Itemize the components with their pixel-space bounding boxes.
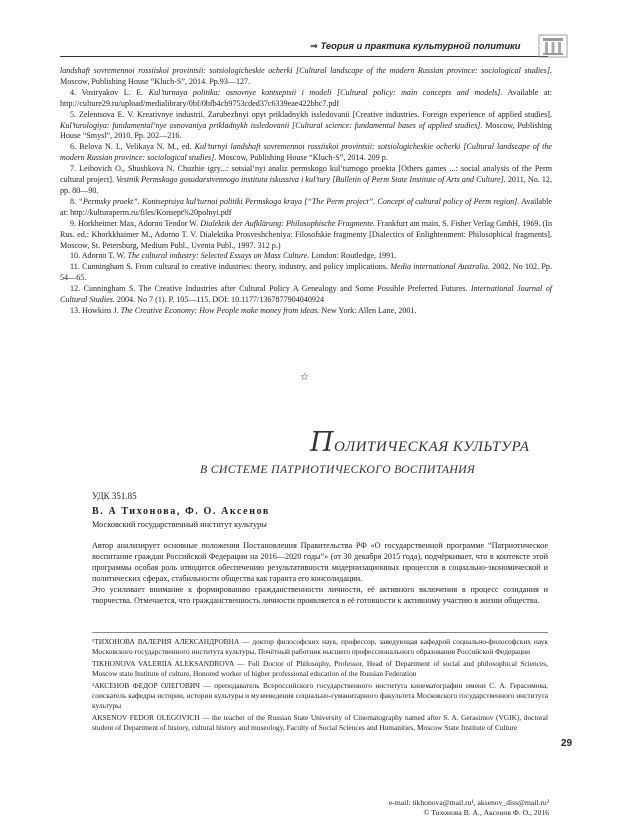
- reference-item: landshaft sovremennoi rossiiskoi provintsii: sotsiologicheskie ocherki [Cultural landscape of the modern Russian province: sociological studies]. Moscow, Publishing House “Kluch-S”, 2014. Pp.93—127.: [60, 66, 552, 86]
- abstract: [92, 541, 548, 606]
- title-rest: ОЛИТИЧЕСКАЯ КУЛЬТУРА: [334, 439, 530, 455]
- footnote-en: AKSENOV FEDOR OLEGOVICH — the teacher of the Russian State University of Cinematography named after S. A. Gerasimov (VGIK), doctoral student of Department of history, cultural history and museology, Faculty of Social Sciences and Humanities, Moscow State Institute of Culture: [92, 713, 548, 732]
- running-title: Теория и практика культурной политики: [320, 40, 521, 51]
- abstract-continuation: [92, 585, 548, 606]
- reference-item: 7. Leibovich O., Shushkova N. Chuzhie igry...: sotsial’nyi analiz permskogo kul’turnogo proekta [Others games ...: social analysis of the Perm cultural project]. Vestnik Permskogo gosudarstvennogo instituta iskusstva i kul’tury [Bulletin of Perm State Institute of Arts and Culture]. 2011, No. 12, pp. 80—90.: [60, 164, 552, 195]
- reference-list: [60, 66, 552, 317]
- footnote-ru: ¹ТИХОНОВА ВАЛЕРИЯ АЛЕКСАНДРОВНА — доктор философских наук, профессор, заведующая кафедрой социально-философских наук Московского государственного института культуры, Почётный работник высшего профессионального образования Российской Федерации: [92, 637, 548, 656]
- copyright: © Тихонова В. А., Аксенов Ф. О., 2016: [423, 808, 549, 817]
- reference-item: 13. Howkins J. The Creative Economy: How People make money from ideas. New York: Allen Lane, 2001.: [70, 305, 417, 315]
- reference-item: 8. “Permsky proekt”. Kontseptsiya kul’turnoi politiki Permskogo kraya [“The Perm project”. Concept of cultural policy of Perm region]. Available at: http://kulturaperm.ru/files/Konsept%20polnyi.pdf: [60, 196, 553, 217]
- arrow-icon: ⇒: [310, 40, 318, 51]
- reference-item: 12. Cunningham S. The Creative Industries after Cultural Policy A Genealogy and Some Possible Preferred Futures. International Journal of Cultural Studies. 2004. No 7 (1). P. 105—115. DOI: 10.1177/1367877904040924: [60, 284, 552, 305]
- article-subtitle: В СИСТЕМЕ ПАТРИОТИЧЕСКОГО ВОСПИТАНИЯ: [200, 462, 476, 476]
- article-title: [310, 427, 529, 458]
- abstract-paragraph: Это усиливает внимание к формированию гражданственности личности, её активного включения в процесс созидания и творчества. Отмечается, что гражданственность личности проявляется в её готовности к активному участию в жизни общества.: [92, 584, 548, 605]
- footnote-en: TIKHONOVA VALERIIA ALEKSANDROVA — Full Doctor of Philosophy, Professor, Head of Department of social and philosophical Sciences, Moscow state Institute of culture, Honored worker of higher professional education of the Russian Federation: [92, 659, 548, 678]
- abstract-paragraph: Автор анализирует основные положения Постановления Правительства РФ «О государственной программе “Патриотическое воспитание граждан Российской Федерации на 2016—2020 годы”» (от 30 декабря 2015 года), подчёркивает, что в контексте этой программы особая роль отводится обеспечению результативности модернизационных процессов в социально-экономической и политических сферах, стабильности общества как гаранта его консолидации.: [92, 541, 548, 583]
- title-initial: П: [310, 427, 335, 458]
- reference-item: 4. Vostryakov L. E. Kul’turnaya politika: osnovnye kontseptsii i modeli [Cultural policy: main concepts and models]. Available at: http://culture29.ru/upload/medialibrary/0bf/0bfb4cb9753cded37c6339eae422bbc7.pdf: [60, 87, 552, 108]
- page-number: 29: [561, 738, 573, 749]
- footnote-rule: [92, 632, 548, 633]
- reference-item: 11. Cunningham S. From cultural to creative industries: theory, industry, and policy implications. Media international Australia. 2002. No 102. Pp. 54—65.: [60, 262, 553, 283]
- reference-item: 6. Belova N. I., Velikaya N. M., ed. Kul’turnyi landshaft sovremennoi rossiiskoi provintsii: sotsiologicheskie ocherki [Cultural landscape of the modern Russian province: sociological studies]. Moscow, Publishing House “Kluch-S”, 2014. 209 p.: [60, 142, 552, 163]
- star-separator-icon: ☆: [300, 372, 309, 383]
- reference-item: 9. Horkheimer Max, Adorno Teodor W. Dialektik der Aufklärung: Philosophische Fragmente. Frankfurt am main, S. Fisher Verlag GmbH, 1969. (In Rus. ed.: Khorkkhaimer M., Adorno T. V. Dialektika Prosveshcheniya: Filosofskie fragmenty [Dialectics of Enlightenment: Philosophical fragments]. Moscow, St. Petersburg, Medium Publ., Uventa Publ., 1997. 312 p.): [60, 218, 552, 250]
- author-footnotes: [92, 637, 548, 732]
- authors: В. А Тихонова, Ф. О. Аксенов: [92, 506, 270, 517]
- email-line: e-mail: tikhonova@mail.ru¹, aksenov_diss@mail.ru²: [388, 798, 549, 807]
- affiliation: Московский государственный институт культуры: [92, 520, 267, 529]
- footnote-ru: ²АКСЕНОВ ФЕДОР ОЛЕГОВИЧ — преподаватель Всероссийского государственного института кинематографии имени С. А. Герасимова, соискатель кафедры истории, истории культуры и музееведения социально-гуманитарного факультета Московского государственного института культуры: [92, 681, 548, 710]
- header-rule: [60, 56, 548, 57]
- column-logo-icon: [538, 34, 568, 58]
- reference-item: 10. Adorno T. W. The cultural industry: Selected Essays on Mass Culture. London: Routledge, 1991.: [70, 251, 397, 261]
- running-header: [310, 40, 532, 52]
- reference-item: 5. Zelentsova E. V. Kreativnye industrii. Zarubezhnyi opyt prikladnykh issledovanii [Creative industries. Foreign experience of applied studies]. Kul’turologiya: fundamental’nye osnovaniya prikladnykh issledovanii [Cultural science: fundamental bases of applied studies]. Moscow, Publishing House “Smysl”, 2010. Pp. 202—216.: [60, 109, 552, 141]
- udc-code: УДК 351.85: [92, 491, 137, 501]
